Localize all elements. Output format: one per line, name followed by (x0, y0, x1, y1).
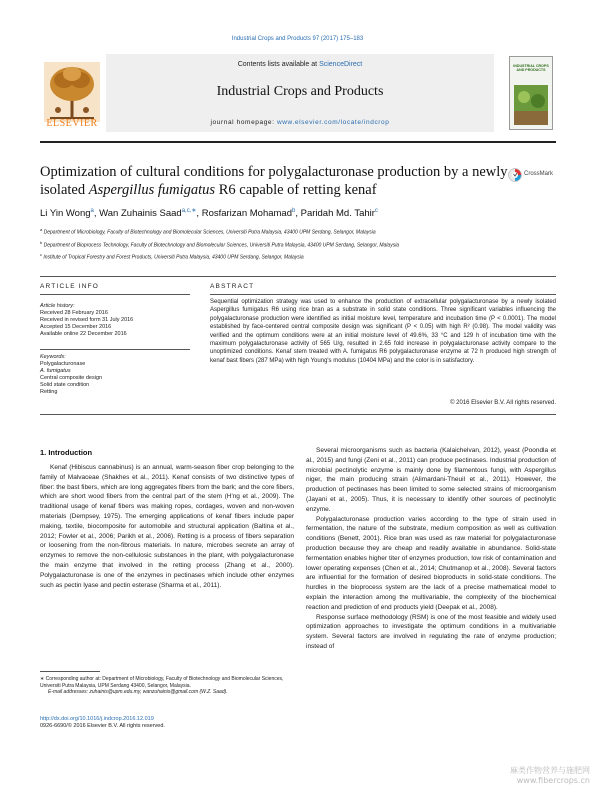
doi-block (40, 716, 294, 730)
footnotes (40, 676, 294, 696)
contents-line (106, 61, 494, 68)
abstract-heading: ABSTRACT (210, 283, 255, 290)
info-rule (40, 294, 190, 295)
keyword: Polygalacturonase (40, 360, 86, 367)
body-rule (40, 414, 556, 415)
sciencedirect-link[interactable]: ScienceDirect (319, 61, 363, 68)
article-info (40, 303, 190, 396)
email-note[interactable]: E-mail addresses: zuhainis@upm.edu.my, wanzuhainis@gmail.com (W.Z. Saad). (48, 689, 228, 696)
abstract-copyright: © 2016 Elsevier B.V. All rights reserved. (450, 400, 556, 406)
homepage-link[interactable]: www.elsevier.com/locate/indcrop (276, 119, 390, 126)
keyword: Solid state condition (40, 381, 90, 388)
footnote-rule (40, 671, 100, 672)
abstract-rule (210, 294, 556, 295)
crossmark-icon[interactable] (508, 168, 522, 182)
affiliations (40, 226, 520, 264)
author-name: Li Yin Wong (40, 208, 91, 220)
right-column (306, 446, 556, 652)
doi-link[interactable]: http://dx.doi.org/10.1016/j.indcrop.2016.12.019 (40, 716, 154, 722)
affiliation-item: $^b$ Department of Bioprocess Technology, Faculty of Biotechnology and Biomolecular Sciences, Universiti Putra Malaysia, 43400 UPM Serdang, Selangor, Malaysia (40, 239, 400, 249)
title-part-1: Optimization of cultural conditions for polygalacturonase production by a newly isolated (40, 164, 508, 198)
journal-homepage (106, 119, 494, 126)
history-entry: Received in revised form 31 July 2016 (40, 317, 134, 323)
body-paragraph: Several microorganisms such as bacteria (Kalaichelvan, 2012), yeast (Poondla et al., 2015) and fungi (Zeni et al., 2011) can produce pectinases. Industrial production of microbial pectinolytic enzyme is mainly done by filamentous fungi, with Aspergillus niger, the main producing strain (Alimardani-Theuil et al., 2011). However, the production of pectinases has been limited to some selected strains of microorganism (Jayani et al., 2005). Thus, it is necessary to identify other sources of pectinolytic enzyme. (306, 447, 556, 513)
journal-title: Industrial Crops and Products (216, 84, 384, 99)
author-name: Rosfarizan Mohamad (201, 208, 292, 220)
affiliation-item: $^c$ Institute of Tropical Forestry and Forest Products, Universiti Putra Malaysia, 43400 UPM Serdang, Selangor, Malaysia (40, 252, 304, 261)
homepage-label: journal homepage: (210, 119, 277, 126)
history-entry: Received 28 February 2016 (40, 310, 108, 316)
keyword: A. fumigatus (40, 367, 71, 374)
journal-cover-thumbnail[interactable] (509, 56, 553, 130)
title-organism: Aspergillus fumigatus (88, 182, 216, 198)
introduction-heading: 1. Introduction (40, 448, 93, 457)
body-paragraph: Kenaf (Hibiscus cannabinus) is an annual, warm-season fiber crop belonging to the family of Malvaceae (Shakhes et al., 2011). Kenaf consists of two distinctive types of fiber: the bast fibers, which are long aggregates fibers from the bark; and the core fibers, which are short wood fibers from the central part of the stem (H'ng et al., 2009). The traditional usage of kenaf fibers was making ropes, cordages, woven and non-woven materials (Dempsey, 1975). The emerging applications of kenaf fibers include paper making, textile, biocomposite for automobile and structural application (Baltina et al., 2012; Fowler et al., 2006; Parikh et al., 2006). Retting is a process of fibers separation or loosening from the non-fibrous materials. In nature, microbes secrete an array of enzymes to remove the non-cellulosic substances in the plant, with polygalacturonase the main enzyme that involved in the retting process (Zhang et al., 2000). Polygalacturonase is one of the enzymes in pectinases which include other enzymes such as pectin lyase and pectin esterase (Sharma et al., 2011). (40, 464, 294, 589)
section-rule (40, 276, 556, 277)
spacer (40, 338, 190, 349)
issn-copyright: 0926-6690/© 2016 Elsevier B.V. All rights reserved. (40, 723, 165, 730)
article-title (40, 163, 510, 199)
author-affil-marker[interactable]: a,c,∗ (181, 208, 197, 214)
keyword: Retting (40, 388, 58, 395)
crossmark-label[interactable]: CrossMark (524, 171, 554, 177)
author-affil-marker[interactable]: a (90, 208, 94, 214)
corresponding-author-note: ∗ Corresponding author at: Department of Microbiology, Faculty of Biotechnology and Biomolecular Sciences, Universiti Putra Malaysia, UPM Serdang 43400, Selangor, Malaysia. (40, 676, 284, 689)
body-paragraph: Polygalacturonase production varies according to the type of strain used in fermentation, the nature of the substrate, medium composition as well as cultivation conditions (Benett, 2001). Rice bran was used as raw material for polygalacturonase production because they are cheap and readily available in abundance. Solid-state fermentation enables higher titer of enzymes production, low risk of contamination and lower operating expenses (Chen et al., 2014; Chutmanop et al., 2008). Several factors are influential for the formation of desired bioproducts in solid-state conditions. The hurdles in the bioprocess system are the lack of a precise mathematical model to explain the interaction among the multivariable, the complexity of the biochemical reaction and prediction of end products yield (Deepak et al., 2008). (306, 515, 556, 611)
cover-image (514, 85, 548, 125)
history-entry: Accepted 15 December 2016 (40, 324, 112, 330)
contents-prefix: Contents lists available at (237, 61, 320, 68)
history-label: Article history: (40, 303, 75, 309)
author-name: Wan Zuhainis Saad (99, 208, 182, 220)
elsevier-wordmark: ELSEVIER (46, 118, 98, 129)
body-paragraph: Response surface methodology (RSM) is one of the most feasible and widely used optimization approaches to investigate the optimum conditions in a multivariable system. Several factors are involved in regulating the rate of enzyme production; instead of (306, 613, 556, 650)
keywords-rule (40, 349, 190, 350)
site-watermark (470, 766, 590, 786)
affiliation-item: $^a$ Department of Microbiology, Faculty of Biotechnology and Biomolecular Sciences, Universiti Putra Malaysia, 43400 UPM Serdang, Selangor, Malaysia (40, 227, 376, 236)
abstract-text: Sequential optimization strategy was used to enhance the production of extracellular polygalacturonase by a newly isolated Aspergillus fumigatus R6 using rice bran as a substrate in solid state conditions. Three significant variables influencing the polygalacturonase production were identified as initial moisture level, temperature and incubation time (P < 0.0001). The model established by face-centered central composite design was significant (P < 0.05) with high R² (0.98). The model validity was verified and the optimum conditions were at an initial moisture level of 49.6%, 33 °C and 129 h of incubation time with the maximum polygalacturonase activity of 565 U/g, resulted in 2.65 fold increase in polygalacturonase activity compare to the unoptimized conditions. Kenaf stem treated with A. fumigatus R6 polygalacturonase enzyme at 72 h produced high strength of kenaf bast fibers (287 MPa) with high Young's modulus (10404 MPa) and the color is in satisfactory. (210, 299, 556, 364)
watermark-line-1: 麻类作物营养与施肥网 (510, 766, 590, 775)
left-column (40, 463, 294, 590)
cover-title: INDUSTRIAL CROPS AND PRODUCTS (513, 64, 549, 73)
author-affil-marker[interactable]: c (374, 208, 378, 214)
keyword: Central composite design (40, 374, 103, 381)
journal-reference[interactable]: Industrial Crops and Products 97 (2017) 175–183 (231, 36, 364, 42)
article-info-heading: ARTICLE INFO (40, 283, 100, 290)
header-rule (40, 141, 556, 143)
keywords-label: Keywords: (40, 353, 66, 360)
author-affil-marker[interactable]: b (292, 208, 296, 214)
watermark-line-2: www.fibercrops.cn (516, 776, 590, 785)
author-list: Li Yin Wong$^a$, Wan Zuhainis Saad$^{a,c,∗}$, Rosfarizan Mohamad$^b$, Paridah Md. Tahir$^c$ (40, 208, 378, 220)
author-name: Paridah Md. Tahir (300, 208, 375, 220)
history-entry: Available online 22 December 2016 (40, 331, 127, 337)
title-part-2: R6 capable of retting kenaf (215, 182, 377, 198)
